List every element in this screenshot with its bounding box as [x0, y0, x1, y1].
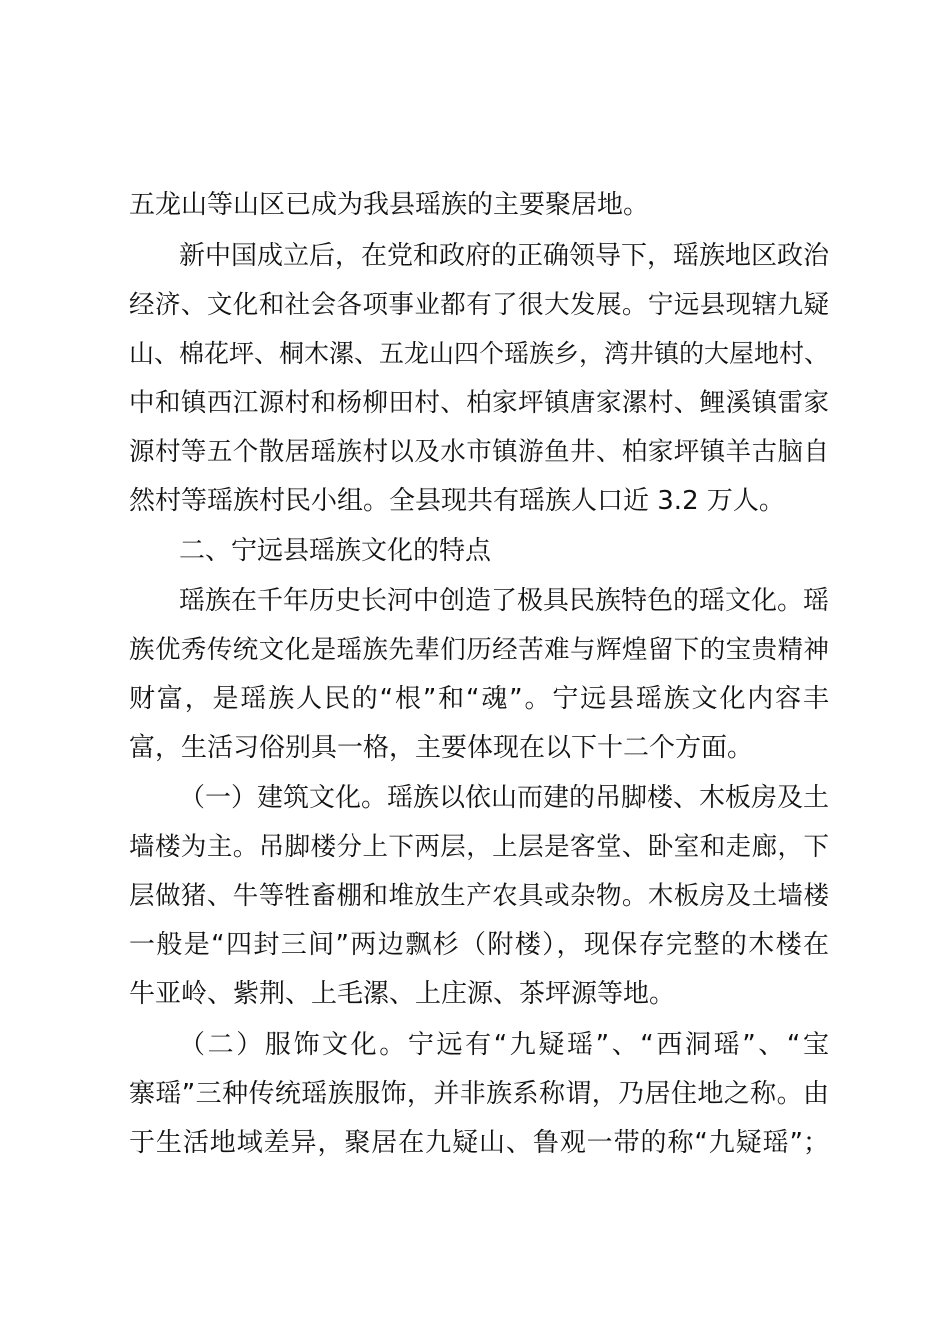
text-line: 财富，是瑶族人民的“根”和“魂”。宁远县瑶族文化内容丰 — [129, 684, 829, 714]
text-line: 寨瑶”三种传统瑶族服饰，并非族系称谓，乃居住地之称。由 — [129, 1079, 829, 1109]
text-line: 山、棉花坪、桐木漯、五龙山四个瑶族乡，湾井镇的大屋地村、 — [129, 339, 830, 368]
text-line: 中和镇西江源村和杨柳田村、柏家坪镇唐家漯村、鲤溪镇雷家 — [129, 388, 829, 418]
text-line: 族优秀传统文化是瑶族先辈们历经苦难与辉煌留下的宝贵精神 — [129, 635, 829, 665]
text-line: （一）建筑文化。瑶族以依山而建的吊脚楼、木板房及土 — [179, 783, 830, 813]
text-line: 富，生活习俗别具一格，主要体现在以下十二个方面。 — [129, 733, 754, 763]
text-line: 于生活地域差异，聚居在九疑山、鲁观一带的称“九疑瑶”； — [129, 1128, 829, 1158]
text-line: 墙楼为主。吊脚楼分上下两层，上层是客堂、卧室和走廊，下 — [129, 832, 829, 862]
text-line: 一般是“四封三间”两边飘杉（附楼），现保存完整的木楼在 — [129, 930, 829, 960]
text-line: 新中国成立后，在党和政府的正确领导下，瑶族地区政治 — [179, 241, 830, 271]
text-line: 层做猪、牛等牲畜棚和堆放生产农具或杂物。木板房及土墙楼 — [129, 881, 829, 911]
text-line: 五龙山等山区已成为我县瑶族的主要聚居地。 — [129, 190, 650, 220]
text-line: 源村等五个散居瑶族村以及水市镇游鱼井、柏家坪镇羊古脑自 — [129, 437, 829, 467]
text-line: （二）服饰文化。宁远有“九疑瑶”、“西洞瑶”、“宝 — [179, 1030, 829, 1060]
text-line: 瑶族在千年历史长河中创造了极具民族特色的瑶文化。瑶 — [179, 586, 830, 616]
text-line: 经济、文化和社会各项事业都有了很大发展。宁远县现辖九疑 — [129, 290, 829, 320]
text-line: 然村等瑶族村民小组。全县现共有瑶族人口近 3.2 万人。 — [129, 486, 785, 516]
text-line: 牛亚岭、紫荆、上毛漯、上庄源、茶坪源等地。 — [129, 979, 676, 1009]
section-heading: 二、宁远县瑶族文化的特点 — [179, 536, 492, 566]
